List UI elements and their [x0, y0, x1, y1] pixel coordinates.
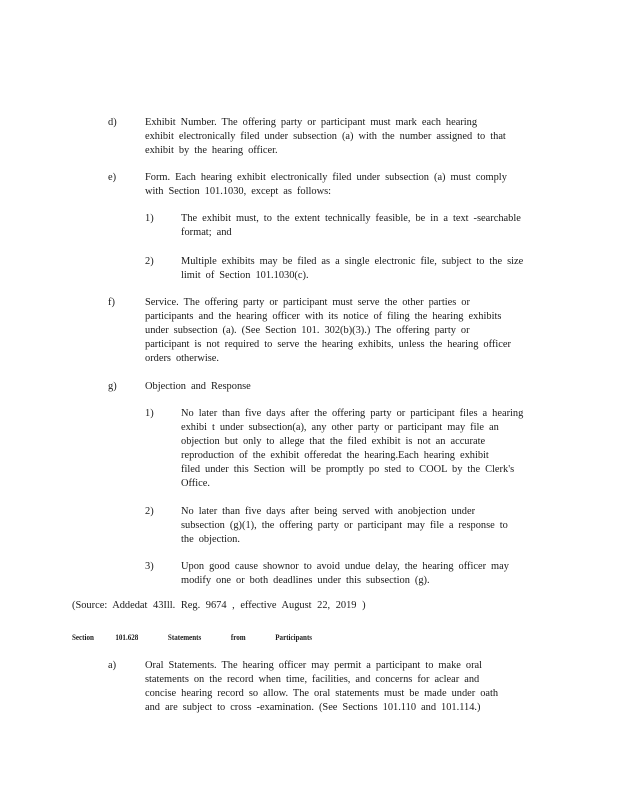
item-g-1-label: 1)	[145, 408, 154, 419]
item-g-label: g)	[108, 381, 117, 392]
text-line: objection but only to allege that the filed exhibit is not an accurate	[181, 435, 486, 447]
text-line: under subsection (a). (See Section 101. 302(b)(3).) The offering party or	[145, 324, 470, 336]
text-line: limit of Section 101.1030(c).	[181, 269, 309, 281]
text-line: exhibi t under subsection(a), any other party or participant may file an	[181, 421, 499, 433]
section-heading	[72, 632, 312, 642]
text-line: modify one or both deadlines under this subsection (g).	[181, 574, 430, 586]
text-line: Multiple exhibits may be filed as a single electronic file, subject to the size	[181, 256, 524, 267]
section-a-label: a)	[108, 660, 117, 671]
text-line: Exhibit Number. The offering party or participant must mark each hearing	[145, 117, 478, 128]
item-e-1-label: 1)	[145, 213, 154, 224]
text-line: Oral Statements. The hearing officer may permit a participant to make oral	[145, 660, 483, 671]
section-word: Section	[72, 632, 94, 642]
text-line: The exhibit must, to the extent technically feasible, be in a text -searchable	[181, 213, 521, 224]
item-g-2-text	[181, 505, 508, 547]
text-line: subsection (g)(1), the offering party or participant may file a response to	[181, 519, 508, 531]
item-d-exhibit-number	[145, 116, 506, 158]
section-title-word: Participants	[275, 632, 313, 642]
item-e-2-text	[181, 255, 523, 283]
text-line: concise hearing record so allow. The oral statements must be made under oath	[145, 687, 499, 699]
text-line: Upon good cause shownor to avoid undue delay, the hearing officer may	[181, 561, 509, 572]
text-line: orders otherwise.	[145, 352, 219, 364]
text-line: Office.	[181, 477, 210, 489]
section-a-oral-statements	[145, 659, 498, 715]
text-line: with Section 101.1030, except as follows:	[145, 185, 332, 197]
text-line: Service. The offering party or participant must serve the other parties or	[145, 297, 470, 308]
source-note: (Source: Addedat 43Ill. Reg. 9674 , effective August 22, 2019 )	[72, 600, 366, 611]
item-g-3-text	[181, 560, 509, 588]
section-number: 101.628	[115, 632, 139, 642]
item-e-label: e)	[108, 172, 117, 183]
item-g-3-label: 3)	[145, 561, 154, 572]
text-line: No later than five days after the offering party or participant files a hearing	[181, 408, 524, 419]
section-title-word: from	[230, 632, 246, 642]
item-d-label: d)	[108, 117, 117, 128]
item-g-1-text	[181, 407, 523, 490]
text-line: participant is not required to serve the hearing exhibits, unless the hearing officer	[145, 338, 511, 350]
item-e-2-label: 2)	[145, 256, 154, 267]
text-line: reproduction of the exhibit offeredat the hearing.Each hearing exhibit	[181, 449, 489, 461]
text-line: format; and	[181, 226, 232, 238]
section-title-word: Statements	[167, 632, 202, 642]
text-line: Form. Each hearing exhibit electronically filed under subsection (a) must comply	[145, 172, 507, 183]
text-line: filed under this Section will be promptly po sted to COOL by the Clerk's	[181, 463, 515, 475]
item-g-2-label: 2)	[145, 506, 154, 517]
item-f-service	[145, 296, 511, 366]
text-line: exhibit by the hearing officer.	[145, 144, 278, 156]
text-line: and are subject to cross -examination. (See Sections 101.110 and 101.114.)	[145, 701, 481, 713]
item-e-form	[145, 171, 507, 199]
item-f-label: f)	[108, 297, 115, 308]
text-line: No later than five days after being served with anobjection under	[181, 506, 476, 517]
text-line: participants and the hearing officer with its notice of filing the hearing exhibits	[145, 310, 502, 322]
text-line: exhibit electronically filed under subsection (a) with the number assigned to that	[145, 130, 506, 142]
item-e-1-text	[181, 212, 521, 240]
item-g-heading	[145, 380, 251, 394]
text-line: statements on the record when time, facilities, and concerns for aclear and	[145, 673, 480, 685]
text-line: the objection.	[181, 533, 240, 545]
text-line: Objection and Response	[145, 381, 251, 392]
